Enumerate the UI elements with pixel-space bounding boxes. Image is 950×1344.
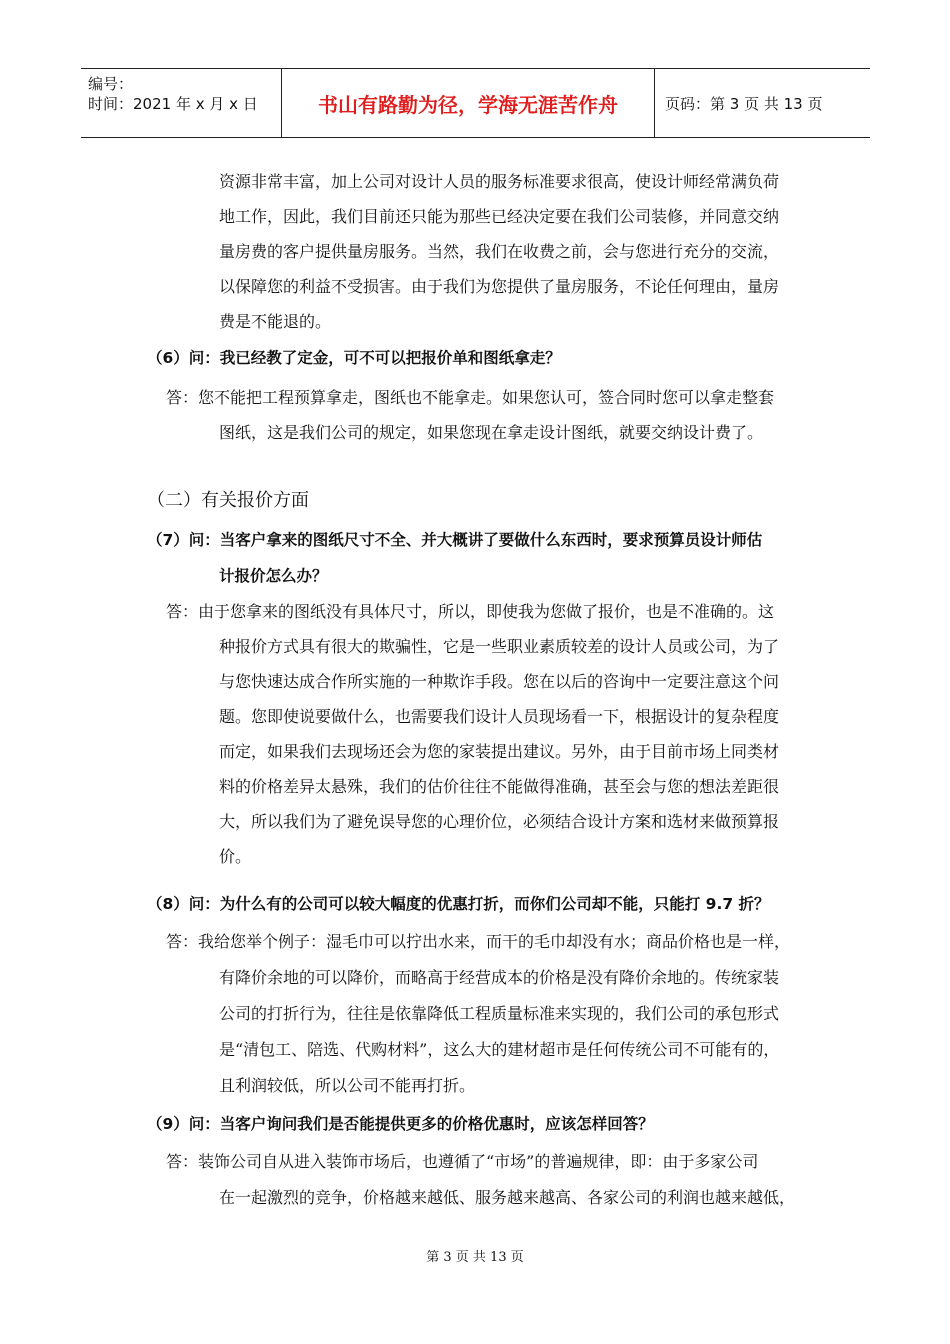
page-info: 页码：第 3 页 共 13 页 [665,94,823,113]
answer-line: 题。您即使说要做什么，也需要我们设计人员现场看一下，根据设计的复杂程度 [219,707,780,726]
code-label: 编号： [88,75,134,93]
time-label: 时间：2021 年 x 月 x 日 [88,95,258,113]
answer-line: 有降价余地的可以降价，而略高于经营成本的价格是没有降价余地的。传统家装 [219,968,780,987]
answer-line: 答：您不能把工程预算拿走，图纸也不能拿走。如果您认可，签合同时您可以拿走整套 [166,388,775,407]
paragraph-line: 以保障您的利益不受损害。由于我们为您提供了量房服务，不论任何理由，量房 [219,277,780,296]
answer-line: 公司的打折行为，往往是依靠降低工程质量标准来实现的，我们公司的承包形式 [219,1004,780,1023]
paragraph-line: 地工作，因此，我们目前还只能为那些已经决定要在我们公司装修，并同意交纳 [219,207,780,226]
answer-line: 在一起激烈的竞争，价格越来越低、服务越来越高、各家公司的利润也越来越低， [219,1188,796,1207]
answer-line: 种报价方式具有很大的欺骗性，它是一些职业素质较差的设计人员或公司，为了 [219,637,780,656]
question-7: （7）问：当客户拿来的图纸尺寸不全、并大概讲了要做什么东西时，要求预算员设计师估 [147,531,763,549]
answer-line: 图纸，这是我们公司的规定，如果您现在拿走设计图纸，就要交纳设计费了。 [219,423,764,442]
page-info-cell [655,69,870,137]
answer-line: 大，所以我们为了避免误导您的心理价位，必须结合设计方案和选材来做预算报 [219,812,780,831]
answer-line: 而定，如果我们去现场还会为您的家装提出建议。另外，由于目前市场上同类材 [219,742,780,761]
answer-line: 答：装饰公司自从进入装饰市场后，也遵循了“市场”的普遍规律，即：由于多家公司 [166,1152,759,1171]
header-meta-cell [81,69,282,137]
paragraph-line: 费是不能退的。 [219,312,332,331]
answer-line: 价。 [219,847,252,866]
section-heading: （二）有关报价方面 [147,490,309,511]
question-6: （6）问：我已经教了定金，可不可以把报价单和图纸拿走？ [147,349,561,367]
motto: 书山有路勤为径，学海无涯苦作舟 [282,69,655,137]
answer-line: 答：由于您拿来的图纸没有具体尺寸，所以，即使我为您做了报价，也是不准确的。这 [166,602,775,621]
question-7-cont: 计报价怎么办？ [219,567,328,585]
question-8: （8）问：为什么有的公司可以较大幅度的优惠打折，而你们公司却不能，只能打 9.7 折？ [147,895,770,913]
header-table [81,68,870,138]
answer-line: 料的价格差异太悬殊，我们的估价往往不能做得准确，甚至会与您的想法差距很 [219,777,780,796]
answer-line: 与您快速达成合作所实施的一种欺诈手段。您在以后的咨询中一定要注意这个问 [219,672,780,691]
answer-line: 且利润较低，所以公司不能再打折。 [219,1076,476,1095]
paragraph-line: 资源非常丰富，加上公司对设计人员的服务标准要求很高，使设计师经常满负荷 [219,172,780,191]
paragraph-line: 量房费的客户提供量房服务。当然，我们在收费之前，会与您进行充分的交流， [219,242,780,261]
answer-line: 是“清包工、陪选、代购材料”，这么大的建材超市是任何传统公司不可能有的， [219,1040,780,1059]
question-9: （9）问：当客户询问我们是否能提供更多的价格优惠时，应该怎样回答？ [147,1115,654,1133]
answer-line: 答：我给您举个例子：湿毛巾可以拧出水来，而干的毛巾却没有水；商品价格也是一样， [166,932,791,951]
page-footer: 第 3 页 共 13 页 [426,1250,524,1265]
